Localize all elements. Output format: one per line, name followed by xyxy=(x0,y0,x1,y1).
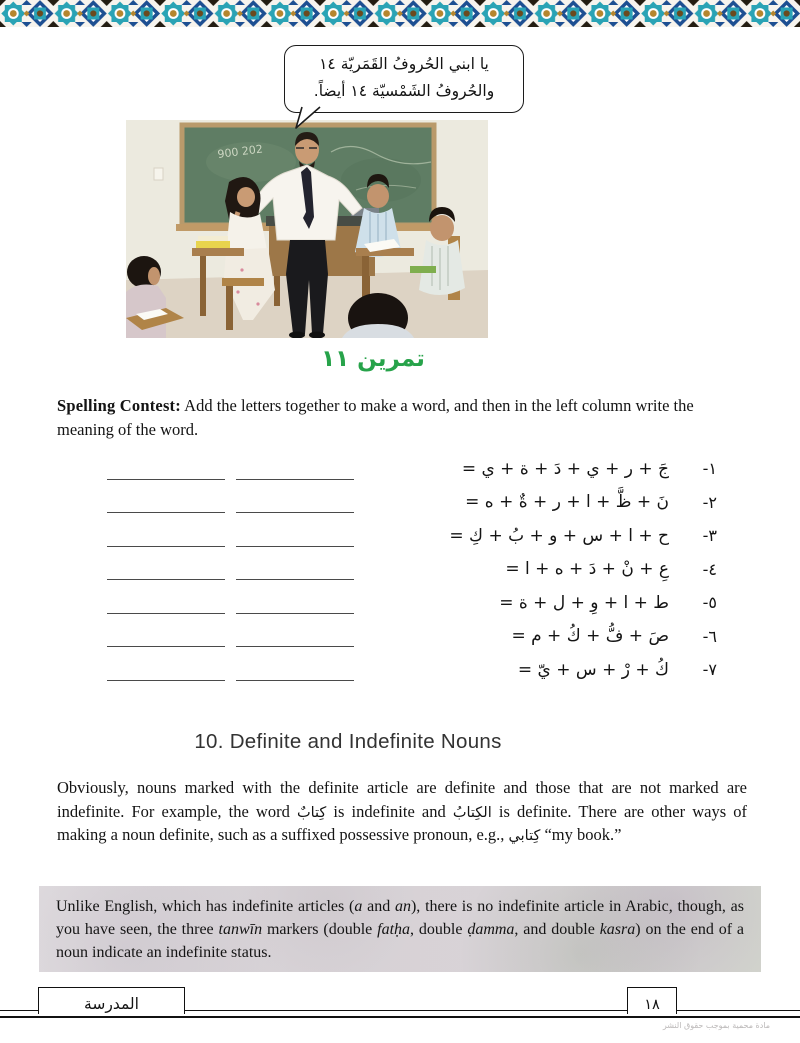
paragraph-text: Obviously, nouns marked with the definite article are definite and those that are not marked are indefinite. For example, the word xyxy=(57,778,747,821)
page-number: ١٨ xyxy=(644,997,660,1013)
word-blank xyxy=(236,532,354,547)
item-number: ١- xyxy=(702,459,717,479)
meaning-blank xyxy=(107,666,225,681)
item-number: ٢- xyxy=(702,492,717,512)
instructions-text: Add the letters together to make a word, and then in the left column write the meaning of the word. xyxy=(57,396,694,439)
speech-bubble-tail xyxy=(288,106,328,130)
note-text: markers (double xyxy=(262,921,378,939)
speech-bubble xyxy=(284,45,524,113)
classroom-photo xyxy=(126,120,488,338)
letter-equation: ح + ا + س + و + بُ + كِ = xyxy=(449,525,669,546)
word-blank xyxy=(236,498,354,513)
paragraph-text: “my book.” xyxy=(540,825,622,845)
answer-blanks xyxy=(107,632,355,653)
meaning-blank xyxy=(107,632,225,647)
item-number: ٥- xyxy=(702,593,717,613)
exercise-row xyxy=(107,519,717,553)
exercise-row xyxy=(107,653,717,687)
exercise-row xyxy=(107,486,717,520)
exercise-title: تمرين ١١ xyxy=(321,346,425,372)
answer-blanks xyxy=(107,599,355,620)
arabic-word-alkitabu: الكِتابُ xyxy=(452,804,492,821)
word-blank xyxy=(236,599,354,614)
copyright-watermark: مادة محمية بموجب حقوق النشر xyxy=(662,1021,770,1030)
meaning-blank xyxy=(107,532,225,547)
note-text: and xyxy=(362,898,395,915)
letter-equation: صَ + فُّ + كُ + م = xyxy=(511,626,669,647)
exercise-instructions xyxy=(57,394,747,442)
arabic-word-kitabun: كِتابٌ xyxy=(296,804,327,821)
note-italic-a: a xyxy=(354,898,363,915)
note-text: Unlike English, which has indefinite articles ( xyxy=(56,898,355,915)
note-text: , double xyxy=(410,921,468,939)
note-italic-fatha: fatḥa xyxy=(377,921,411,939)
letter-equation: نَ + ظَّ + ا + ر + ةٌ + ه = xyxy=(465,492,669,513)
chalkboard-scribble: 900 202 xyxy=(216,142,264,161)
body-paragraph xyxy=(57,776,747,847)
word-blank xyxy=(236,666,354,681)
answer-blanks xyxy=(107,465,355,486)
exercise-row xyxy=(107,620,717,654)
exercise-row xyxy=(107,586,717,620)
note-text: ) on the end of a noun indicate an indefinite status. xyxy=(56,921,745,962)
decorative-mosaic-border xyxy=(0,0,800,27)
chapter-tab xyxy=(38,987,185,1014)
item-number: ٣- xyxy=(702,526,717,546)
note-italic-tanwin: tanwīn xyxy=(218,921,263,939)
note-italic-kasra: kasra xyxy=(599,921,636,939)
note-italic-damma: ḍamma xyxy=(467,921,515,939)
letter-equation: ط + ا + وِ + ل + ة = xyxy=(499,592,669,613)
letter-equation: كُ + رْ + س + يّ = xyxy=(517,659,669,680)
instructions-label: Spelling Contest: xyxy=(57,396,181,415)
word-blank xyxy=(236,465,354,480)
answer-blanks xyxy=(107,565,355,586)
meaning-blank xyxy=(107,599,225,614)
answer-blanks xyxy=(107,666,355,687)
item-number: ٦- xyxy=(702,626,717,646)
speech-bubble-line-2: والحُروفُ الشَمْسيّة ١٤ أيضاً. xyxy=(313,82,495,101)
note-italic-an: an xyxy=(394,898,411,915)
item-number: ٤- xyxy=(702,559,717,579)
section-heading: 10. Definite and Indefinite Nouns xyxy=(194,730,502,753)
word-blank xyxy=(236,565,354,580)
spelling-exercise-list xyxy=(107,452,717,687)
answer-blanks xyxy=(107,498,355,519)
page-number-tab xyxy=(627,987,677,1014)
paragraph-text: is indefinite and xyxy=(326,801,453,821)
meaning-blank xyxy=(107,498,225,513)
note-text: , and double xyxy=(514,921,600,939)
word-blank xyxy=(236,632,354,647)
meaning-blank xyxy=(107,465,225,480)
letter-equation: عِ + نْ + دَ + ه + ا = xyxy=(505,559,669,580)
grammar-note-box xyxy=(39,886,761,972)
chapter-tab-label: المدرسة xyxy=(84,995,139,1013)
speech-bubble-line-1: يا ابني الحُروفُ القَمَريّة ١٤ xyxy=(319,55,489,73)
item-number: ٧- xyxy=(702,660,717,680)
letter-equation: جَ + ر + ي + دَ + ة + ي = xyxy=(461,458,669,479)
exercise-row xyxy=(107,553,717,587)
meaning-blank xyxy=(107,565,225,580)
arabic-word-kitabi: كِتابي xyxy=(508,828,541,845)
exercise-row xyxy=(107,452,717,486)
answer-blanks xyxy=(107,532,355,553)
note-text: ), there is no indefinite article in Arabic, though, as you have seen, the three xyxy=(56,898,745,939)
paragraph-text: is definite. There are other ways of making a noun definite, such as a suffixed possessive pronoun, e.g., xyxy=(57,801,747,845)
